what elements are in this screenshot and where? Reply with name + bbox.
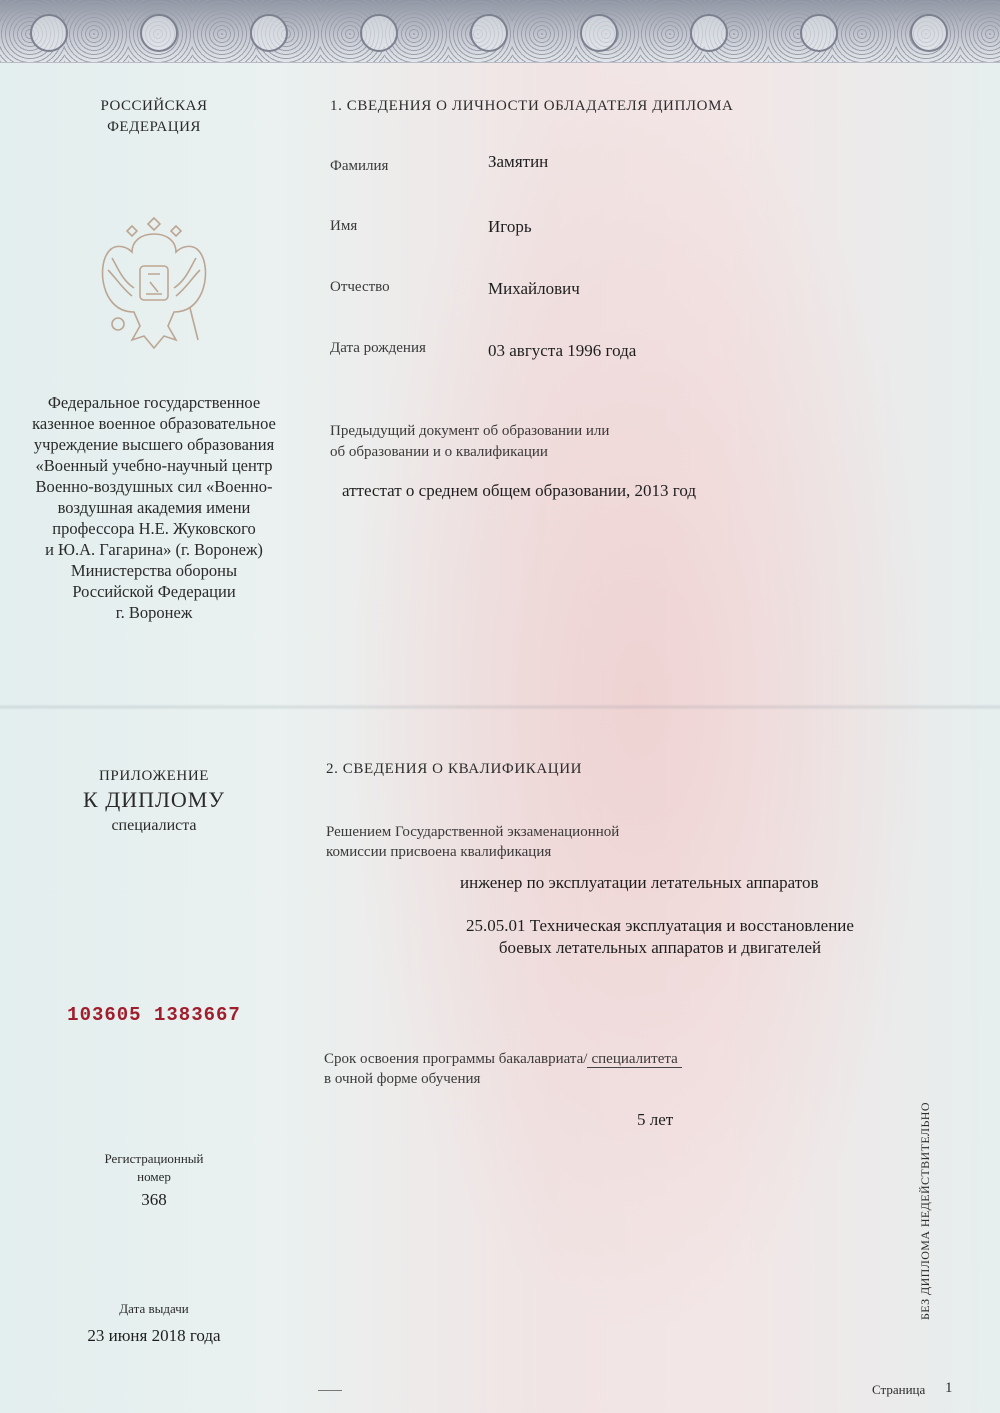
previous-document-label [330, 421, 609, 463]
registration-number: 368 [141, 1190, 167, 1209]
ornament-icon [690, 14, 728, 52]
commission-decision [326, 822, 619, 862]
study-term-label-line [324, 1049, 682, 1069]
vertical-note: БЕЗ ДИПЛОМА НЕДЕЙСТВИТЕЛЬНО [918, 1102, 932, 1320]
ornament-icon [360, 14, 398, 52]
ornament-icon [250, 14, 288, 52]
specialty-value [410, 915, 910, 959]
section2-title: 2. СВЕДЕНИЯ О КВАЛИФИКАЦИИ [326, 761, 583, 777]
registration-label-line: номер [137, 1169, 171, 1184]
appendix-line: ПРИЛОЖЕНИЕ [98, 768, 210, 784]
institution-name [4, 392, 304, 623]
commission-decision-line: Решением Государственной экзаменационной [326, 824, 620, 840]
ornament-icon [140, 14, 178, 52]
institution-line: г. Воронеж [115, 603, 193, 622]
page-label: Страница [872, 1382, 926, 1397]
study-term-underlined: специалитета [587, 1051, 681, 1068]
institution-line: воздушная академия имени [57, 498, 251, 517]
appendix-line: специалиста [111, 817, 197, 834]
institution-line: профессора Н.Е. Жуковского [52, 519, 256, 538]
country-line: РОССИЙСКАЯ [100, 98, 208, 114]
institution-line: и Ю.А. Гагарина» (г. Воронеж) [45, 540, 263, 559]
specialty-line: 25.05.01 Техническая эксплуатация и восстановление [466, 916, 854, 935]
name-label: Имя [330, 218, 358, 234]
previous-document-label-line: Предыдущий документ об образовании или [330, 423, 610, 439]
country-line: ФЕДЕРАЦИЯ [107, 119, 201, 135]
issue-date: 23 июня 2018 года [87, 1326, 221, 1345]
qualification-value: инженер по эксплуатации летательных аппаратов [460, 873, 819, 892]
section1-title: 1. СВЕДЕНИЯ О ЛИЧНОСТИ ОБЛАДАТЕЛЯ ДИПЛОМА [330, 98, 734, 114]
ornament-icon [470, 14, 508, 52]
appendix-title [4, 768, 304, 835]
guilloche-border [0, 0, 1000, 63]
study-term-value: 5 лет [637, 1110, 674, 1129]
patronymic-label: Отчество [330, 279, 390, 295]
study-term-label-line: в очной форме обучения [324, 1071, 481, 1087]
institution-line: учреждение высшего образования [33, 435, 275, 454]
surname-value: Замятин [488, 152, 549, 171]
patronymic-value: Михайлович [488, 279, 580, 298]
footer-dash [318, 1390, 342, 1391]
specialty-line: боевых летательных аппаратов и двигателей [498, 938, 822, 957]
issue-date-label: Дата выдачи [119, 1301, 189, 1316]
institution-line: Военно-воздушных сил «Военно- [35, 477, 273, 496]
institution-line: Федеральное государственное [47, 393, 261, 412]
name-value: Игорь [488, 217, 532, 236]
country-name [4, 96, 304, 138]
registration-label-line: Регистрационный [104, 1151, 204, 1166]
ornament-icon [580, 14, 618, 52]
commission-decision-line: комиссии присвоена квалификация [326, 844, 552, 860]
birth-date-label: Дата рождения [330, 340, 426, 356]
previous-document-value: аттестат о среднем общем образовании, 2013 год [342, 481, 697, 500]
surname-label: Фамилия [330, 158, 389, 174]
page-number: 1 [945, 1380, 953, 1396]
ornament-icon [30, 14, 68, 52]
ornament-icon [910, 14, 948, 52]
study-term-label [324, 1049, 682, 1089]
coat-of-arms-icon [92, 208, 216, 358]
institution-line: Российской Федерации [72, 582, 236, 601]
institution-line: Министерства обороны [70, 561, 238, 580]
page-fold [0, 704, 1000, 710]
serial-number: 103605 1383667 [67, 1004, 241, 1026]
ornament-icon [800, 14, 838, 52]
institution-line: «Военный учебно-научный центр [35, 456, 273, 475]
appendix-line: К ДИПЛОМУ [83, 787, 225, 812]
birth-date-value: 03 августа 1996 года [488, 341, 637, 360]
institution-line: казенное военное образовательное [32, 414, 276, 433]
previous-document-label-line: об образовании и о квалификации [330, 444, 548, 460]
study-term-prefix: Срок освоения программы бакалавриата/ [324, 1051, 588, 1067]
registration-label [4, 1150, 304, 1186]
